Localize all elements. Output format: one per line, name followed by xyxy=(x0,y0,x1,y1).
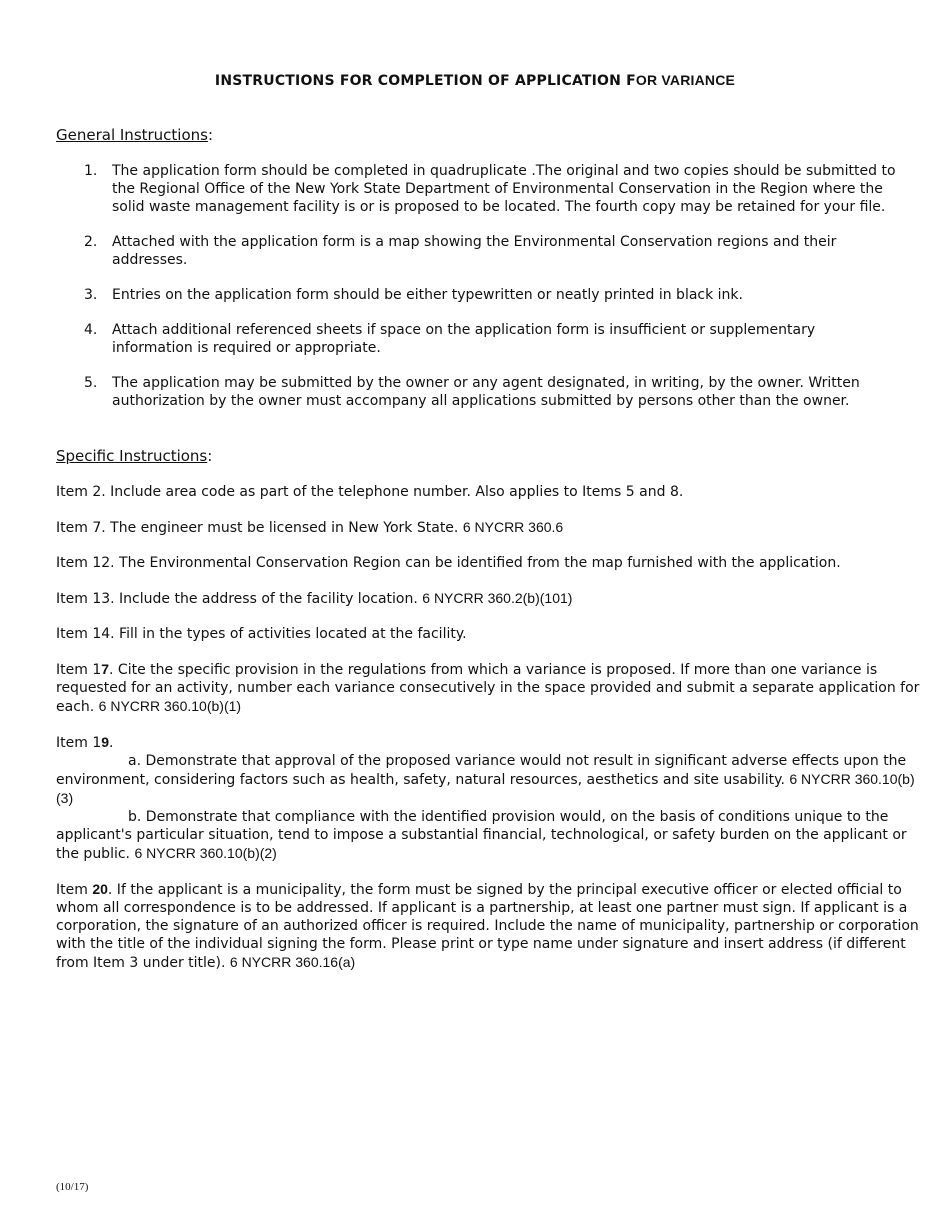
item-label: Item xyxy=(56,882,93,898)
item-label: Item 12. xyxy=(56,555,115,571)
item-19 xyxy=(56,733,926,863)
item-label-bold: 7 xyxy=(101,661,110,677)
item-text: a. Demonstrate that approval of the proposed variance would not result in significant adverse effects upon the environment, considering factors such as health, safety, natural resources, aesthetics and site usability. xyxy=(56,753,907,788)
item-text: The Environmental Conservation Region can be identified from the map furnished with the application. xyxy=(114,555,841,571)
item-label-end: . xyxy=(109,735,114,751)
item-text: b. Demonstrate that compliance with the identified provision would, on the basis of conditions unique to the applicant's particular situation, tend to impose a substantial financial, technological, or safety burden on the applicant or the public. xyxy=(56,809,907,862)
item-text: Cite the specific provision in the regulations from which a variance is proposed. If more than one variance is requested for an activity, number each variance consecutively in the space provided and submit a separate application for each. xyxy=(56,662,920,715)
item-19-part-a xyxy=(56,752,926,808)
regulation-reference: 6 NYCRR 360.6 xyxy=(462,519,564,535)
general-heading-colon: : xyxy=(207,126,214,144)
list-item xyxy=(56,374,896,410)
form-revision-code: (10/17) xyxy=(56,1181,89,1193)
item-14 xyxy=(56,625,926,643)
list-item-number: 2. xyxy=(84,234,98,250)
item-19-part-b xyxy=(56,808,926,863)
item-text: If the applicant is a municipality, the form must be signed by the principal executive officer or elected official to whom all correspondence is to be addressed. If applicant is a partnership, at least one partner must sign. If applicant is a corporation, the signature of an authorized officer is required. Include the name of municipality, partnership or corporation with the title of the individual signing the form. Please print or type name under signature and insert address (if different from Item 3 under title). xyxy=(56,882,919,971)
specific-heading-colon: : xyxy=(207,447,213,465)
item-label: Item 1 xyxy=(56,735,102,751)
general-instructions-list xyxy=(56,162,896,427)
general-heading-label: General Instructions xyxy=(56,126,208,144)
item-20 xyxy=(56,880,926,972)
item-2 xyxy=(56,483,926,501)
regulation-reference: 6 NYCRR 360.10(b)(3) xyxy=(56,771,915,806)
title-text: INSTRUCTIONS FOR COMPLETION OF APPLICATION F xyxy=(214,73,636,89)
title-bold-text: OR VARIANCE xyxy=(635,72,736,88)
item-label: Item 7. xyxy=(56,520,106,536)
specific-instructions-body xyxy=(56,483,926,989)
item-label-end: . xyxy=(107,882,113,898)
list-item-text: The application form should be completed in quadruplicate .The original and two copies should be submitted to the Regional Office of the New York State Department of Environmental Conservation in the Region where the solid waste management facility is or is proposed to be located. The fourth copy may be retained for your file. xyxy=(112,163,896,215)
regulation-reference: 6 NYCRR 360.2(b)(101) xyxy=(422,590,573,606)
list-item-text: The application may be submitted by the owner or any agent designated, in writing, by the owner. Written authorization by the owner must accompany all applications submitted by persons other than the owner. xyxy=(112,375,860,409)
item-text: Include the address of the facility location. xyxy=(114,591,423,607)
item-label: Item 2. xyxy=(56,484,106,500)
list-item xyxy=(56,162,896,216)
regulation-reference: 6 NYCRR 360.10(b)(2) xyxy=(134,845,277,861)
list-item-text: Attach additional referenced sheets if space on the application form is insufficient or supplementary information is required or appropriate. xyxy=(112,322,816,356)
item-text: Fill in the types of activities located at the facility. xyxy=(114,626,467,642)
item-17 xyxy=(56,660,926,716)
page-title xyxy=(0,72,950,89)
list-item-number: 3. xyxy=(84,287,98,303)
item-12 xyxy=(56,554,926,572)
list-item-number: 4. xyxy=(84,322,98,338)
item-label: Item 13. xyxy=(56,591,115,607)
list-item xyxy=(56,286,896,304)
item-13 xyxy=(56,589,926,608)
item-label-bold: 20 xyxy=(92,881,108,897)
general-instructions-heading xyxy=(56,126,213,144)
regulation-reference: 6 NYCRR 360.16(a) xyxy=(229,954,356,970)
item-text: The engineer must be licensed in New York State. xyxy=(105,520,463,536)
list-item-number: 5. xyxy=(84,375,98,391)
specific-heading-label: Specific Instructions xyxy=(56,447,208,465)
item-label-bold: 9 xyxy=(101,734,110,750)
item-label-end: . xyxy=(109,662,114,678)
list-item xyxy=(56,321,896,357)
item-text: Include area code as part of the telephone number. Also applies to Items 5 and 8. xyxy=(105,484,684,500)
item-label: Item 14. xyxy=(56,626,115,642)
regulation-reference: 6 NYCRR 360.10(b)(1) xyxy=(98,698,242,714)
list-item xyxy=(56,233,896,269)
item-7 xyxy=(56,518,926,537)
item-label: Item 1 xyxy=(56,662,102,678)
list-item-text: Entries on the application form should be either typewritten or neatly printed in black ink. xyxy=(112,287,743,303)
list-item-text: Attached with the application form is a map showing the Environmental Conservation regions and their addresses. xyxy=(112,234,837,268)
specific-instructions-heading xyxy=(56,447,212,465)
list-item-number: 1. xyxy=(84,163,98,179)
